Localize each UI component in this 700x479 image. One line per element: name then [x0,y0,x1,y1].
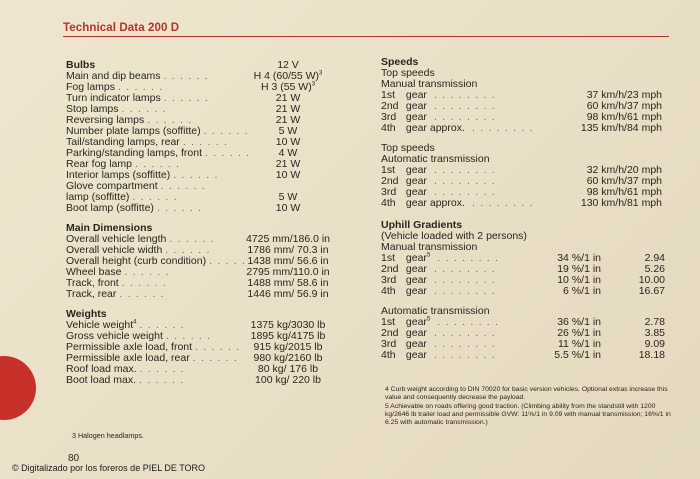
leader-dots: . . . . . . . . [429,100,496,112]
dimension-label: Wheel base . . . . . . [66,266,170,278]
leader-dots: . . . . . . . . [429,175,496,187]
bulb-label: Main and dip beams . . . . . . [66,70,209,82]
weights-list [66,320,366,386]
weight-footnote-ref: 4 [133,319,137,326]
bulb-label: Boot lamp (soffitte) . . . . . . [66,202,203,214]
bulb-value: 5 W [278,191,298,203]
gradients-auto-title: Automatic transmission [381,305,490,317]
dimension-value: 2795 mm/110.0 in [246,266,330,278]
leader-dots: . . . . . . [124,266,170,278]
footnote-halogen: 3 Halogen headlamps. [72,431,144,440]
speed-auto-gear: 4th [381,197,396,209]
leader-dots: . . . . . . [173,169,219,181]
dimensions-title: Main Dimensions [66,222,153,234]
weight-value: 80 kg/ 176 lb [257,363,319,375]
leader-dots: . . . . . . [195,341,241,353]
speed-auto-gear: 1st [381,164,396,176]
bulb-label: Tail/standing lamps, rear . . . . . . [66,136,229,148]
speed-manual-gear: 2nd [381,100,399,112]
bulb-value: 21 W [275,114,301,126]
leader-dots: . . . . . . [139,374,185,386]
leader-dots: . . . . . . [139,363,185,375]
speeds-title: Speeds [381,56,419,68]
footnote-5: 5 Achievable on roads offering good traction. (Climbing ability from the standstill with 1200 kg/2646 lb trailer load and permissible GVW: 11%/1 in 9.09 with manual transmission; 16%/1 in 6.25 with automatic transmission.) [385,403,671,426]
left-column [66,60,366,386]
gradient-manual-label: 3rd gear . . . . . . . . [381,274,496,286]
weight-row [66,375,366,386]
gradient-auto-label: 2nd gear . . . . . . . . [381,327,496,339]
gradient-manual-label: 1st gear$^5$ . . . . . . . . [381,252,500,264]
bulb-label: Glove compartment . . . . . . [66,180,206,192]
leader-dots: . . . . . . . . [429,349,496,361]
dimension-label: Track, front . . . . . . [66,277,168,289]
leader-dots: . . . . . . . . [429,285,496,297]
speeds-auto-title-1: Top speeds [381,142,435,154]
leader-dots: . . . . . . [182,136,229,148]
speed-auto-row [381,198,681,209]
gradients-auto-list [381,317,681,361]
leader-dots: . . . . . . . . [467,197,534,209]
gradient-auto-row [381,350,681,361]
weight-label: Vehicle weight$^4$ . . . . . . [66,319,185,331]
leader-dots: . . . . . . . . [429,274,496,286]
gradient-auto-gear: 1st [381,316,396,328]
speed-manual-gear: 1st [381,89,396,101]
leader-dots: . . . . . . [209,255,255,267]
leader-dots: . . . . . . [156,202,203,214]
speed-auto-label: 2nd gear . . . . . . . . [381,175,496,187]
gradients-title: Uphill Gradients [381,219,463,231]
gradient-manual-ratio: 16.67 [638,285,665,297]
bulbs-title: Bulbs [66,59,96,71]
weight-value: 1375 kg/3030 lb [250,319,326,331]
weight-value: 915 kg/2015 lb [253,341,323,353]
speeds-auto-list [381,165,681,209]
speed-auto-value: 60 km/h/37 mph [586,175,662,187]
speed-auto-label: 3rd gear . . . . . . . . [381,186,496,198]
copyright-notice: © Digitalizado por los foreros de PIEL DE TORO [12,463,206,473]
dimension-value: 4725 mm/186.0 in [245,233,331,245]
gradient-auto-percent: 5.5 %/1 in [554,349,601,361]
speed-auto-label: 1st gear . . . . . . . . [381,164,496,176]
speed-manual-row [381,123,681,134]
gradient-auto-label: 4th gear . . . . . . . . [381,349,496,361]
leader-dots: . . . . . . [165,330,212,342]
speed-manual-label: 2nd gear . . . . . . . . [381,100,496,112]
bulb-label: Reversing lamps . . . . . . [66,114,193,126]
leader-dots: . . . . . . . . [429,263,496,275]
weights-title: Weights [66,308,107,320]
gradient-manual-percent: 34 %/1 in [557,252,601,264]
leader-dots: . . . . . . [147,114,193,126]
bulb-label: Stop lamps . . . . . . [66,103,167,115]
gradient-auto-percent: 11 %/1 in [558,338,601,350]
speed-manual-gear: 4th [381,122,396,134]
leader-dots: . . . . . . . . [429,111,496,123]
gradient-manual-row [381,286,681,297]
leader-dots: . . . . . . . . [433,252,500,264]
leader-dots: . . . . . . [163,70,209,82]
bulb-value: 10 W [275,202,301,214]
dimensions-list [66,234,366,300]
leader-dots: . . . . . . . . [429,164,496,176]
bulb-label: Interior lamps (soffitte) . . . . . . [66,169,219,181]
gradient-auto-label: 1st gear$^5$ . . . . . . . . [381,316,500,328]
gradient-auto-ratio: 18.18 [638,349,665,361]
bulb-label: Number plate lamps (soffitte) . . . . . . [66,125,249,137]
dimension-value: 1786 mm/ 70.3 in [247,244,329,256]
gradients-manual-title: Manual transmission [381,241,478,253]
gradient-manual-label: 2nd gear . . . . . . . . [381,263,496,275]
footnote-4: 4 Curb weight according to DIN 70020 for basic version vehicles. Optional extras increase this value and consequently decrease the payload. [385,386,668,401]
speed-manual-value: 98 km/h/61 mph [586,111,662,123]
leader-dots: . . . . . . [163,92,210,104]
bulb-value: 21 W [275,92,301,104]
dimension-label: Track, rear . . . . . . [66,288,165,300]
gradient-auto-gear: 2nd [381,327,399,339]
leader-dots: . . . . . . [165,244,211,256]
gradient-auto-percent: 36 %/1 in [557,316,601,328]
gradient-manual-ratio: 5.26 [644,263,665,275]
weight-label: Roof load max. . . . . . . [66,363,185,375]
gradient-manual-gear: 1st [381,252,396,264]
bulb-value: 5 W [278,125,298,137]
gradient-manual-gear: 2nd [381,263,399,275]
leader-dots: . . . . . . . . [429,186,496,198]
speeds-manual-title-2: Manual transmission [381,78,478,90]
leader-dots: . . . . . . [205,147,251,159]
bulb-value: H 4 (60/55 W)$^3$ [253,70,323,82]
bulb-value: 21 W [275,158,301,170]
right-column [381,57,681,361]
weight-label: Gross vehicle weight . . . . . . [66,330,212,342]
gradient-manual-percent: 19 %/1 in [557,263,601,275]
dimension-label: Overall vehicle length . . . . . . [66,233,215,245]
weight-label: Permissible axle load, front . . . . . . [66,341,241,353]
speed-manual-label: 3rd gear . . . . . . . . [381,111,496,123]
weight-value: 100 kg/ 220 lb [255,374,321,386]
bulb-value: 10 W [275,169,301,181]
bulb-footnote-ref: 3 [319,70,323,77]
gradient-auto-gear: 4th [381,349,396,361]
speed-auto-value: 98 km/h/61 mph [586,186,662,198]
speed-manual-value: 60 km/h/37 mph [586,100,662,112]
leader-dots: . . . . . . [160,180,206,192]
gradient-auto-gear: 3rd [381,338,397,350]
speed-auto-label: 4th gear approx. . . . . . . . . [381,197,534,209]
gradient-manual-gear: 4th [381,285,396,297]
gradient-auto-percent: 26 %/1 in [557,327,601,339]
speed-auto-value: 130 km/h/81 mph [580,197,662,209]
speed-manual-gear: 3rd [381,111,397,123]
bulb-value: 10 W [275,136,301,148]
leader-dots: . . . . . . [118,81,164,93]
footnotes-right [385,386,675,428]
speed-manual-value: 37 km/h/23 mph [586,89,662,101]
speed-manual-label: 4th gear approx. . . . . . . . . [381,122,534,134]
gradient-auto-ratio: 3.85 [644,327,665,339]
leader-dots: . . . . . . [192,352,239,364]
bulb-label: Turn indicator lamps . . . . . . [66,92,210,104]
spacer [66,300,366,309]
leader-dots: . . . . . . . . [429,89,496,101]
bulb-row [66,203,366,214]
speeds-manual-list [381,90,681,134]
speed-auto-value: 32 km/h/20 mph [586,164,662,176]
dimension-value: 1488 mm/ 58.6 in [247,277,329,289]
speed-manual-value: 135 km/h/84 mph [580,122,662,134]
bulb-value: 21 W [275,103,301,115]
gradients-manual-list [381,253,681,297]
leader-dots: . . . . . . [134,158,181,170]
weight-label: Boot load max. . . . . . . [66,374,185,386]
bulb-label: lamp (soffitte) . . . . . . [66,191,178,203]
dimension-row [66,289,366,300]
gradient-auto-ratio: 9.09 [644,338,665,350]
leader-dots: . . . . . . . . [429,338,496,350]
page-title: Technical Data 200 D [63,22,180,34]
speed-auto-gear: 3rd [381,186,397,198]
header-rule [63,36,669,37]
gradient-manual-ratio: 10.00 [638,274,665,286]
bulb-label: Parking/standing lamps, front . . . . . . [66,147,251,159]
page-number: 80 [68,453,80,464]
gradient-manual-label: 4th gear . . . . . . . . [381,285,496,297]
gradient-manual-percent: 6 %/1 in [563,285,601,297]
leader-dots: . . . . . . [121,277,168,289]
bulb-value: H 3 (55 W)$^3$ [260,81,316,93]
leader-dots: . . . . . . . . [429,327,496,339]
bulbs-voltage: 12 V [277,59,299,71]
speeds-manual-title-1: Top speeds [381,67,435,79]
dimension-value: 1446 mm/ 56.9 in [247,288,329,300]
dimension-label: Overall height (curb condition) . . . . . . [66,255,255,267]
gradient-manual-ratio: 2.94 [644,252,665,264]
speed-manual-label: 1st gear . . . . . . . . [381,89,496,101]
bulbs-list [66,71,366,214]
gradient-auto-footnote-ref: 5 [426,316,431,323]
bulb-footnote-ref: 3 [311,81,316,88]
weight-value: 980 kg/2160 lb [253,352,323,364]
leader-dots: . . . . . . [132,191,178,203]
bulb-label: Fog lamps . . . . . . [66,81,164,93]
weight-value: 1895 kg/4175 lb [250,330,326,342]
speeds-auto-title-2: Automatic transmission [381,153,490,165]
gradient-auto-ratio: 2.78 [644,316,665,328]
speed-auto-gear: 2nd [381,175,399,187]
leader-dots: . . . . . . [203,125,249,137]
dimension-value: 1438 mm/ 56.6 in [247,255,329,267]
leader-dots: . . . . . . [121,103,167,115]
gradient-manual-percent: 10 %/1 in [557,274,601,286]
bulb-value: 4 W [278,147,298,159]
bulb-label: Rear fog lamp . . . . . . [66,158,181,170]
dimension-label: Overall vehicle width . . . . . . [66,244,211,256]
leader-dots: . . . . . . . . [433,316,500,328]
gradients-subtitle: (Vehicle loaded with 2 persons) [381,230,527,242]
weight-label: Permissible axle load, rear . . . . . . [66,352,239,364]
leader-dots: . . . . . . [119,288,165,300]
leader-dots: . . . . . . . . [467,122,534,134]
gradient-manual-gear: 3rd [381,274,397,286]
leader-dots: . . . . . . [169,233,215,245]
leader-dots: . . . . . . [139,319,185,331]
gradient-manual-footnote-ref: 5 [426,252,431,259]
gradient-auto-label: 3rd gear . . . . . . . . [381,338,496,350]
